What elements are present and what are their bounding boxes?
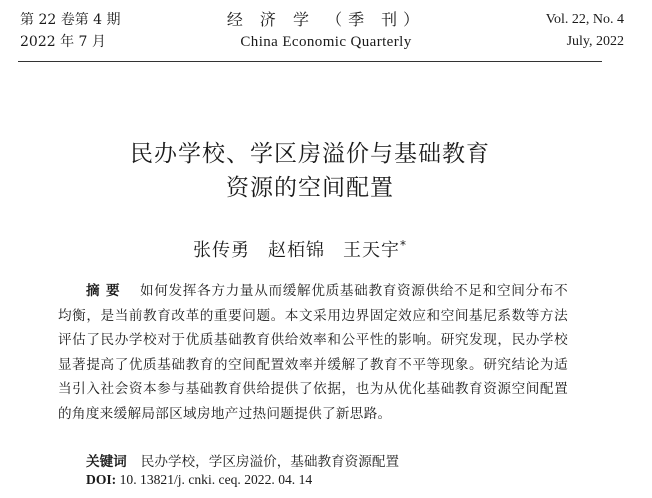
issue-number: 第 22 卷第 4 期: [20, 12, 121, 28]
abstract: [58, 279, 568, 426]
author-footnote-mark: *: [400, 238, 407, 252]
author-2: 赵栢锦: [268, 240, 325, 261]
journal-name-en: China Economic Quarterly: [240, 34, 412, 50]
running-header: [0, 0, 652, 64]
keywords-label: 关键词: [86, 454, 127, 470]
header-right: [546, 9, 624, 53]
keywords: [86, 450, 399, 470]
abstract-label: 摘要: [86, 283, 126, 299]
issue-date: 2022 年 7 月: [20, 34, 106, 50]
volume-number: Vol. 22, No. 4: [545, 12, 624, 27]
doi-line: [86, 472, 312, 488]
article-title: [0, 137, 620, 205]
title-line-1: 民办学校、学区房溢价与基础教育: [130, 141, 490, 167]
journal-name-zh: 经 济 学 （季 刊）: [226, 10, 426, 29]
doi-label: DOI:: [86, 472, 117, 487]
abstract-text: 如何发挥各方力量从而缓解优质基础教育资源供给不足和空间分布不均衡，是当前教育改革的重要问题。本文采用边界固定效应和空间基尼系数等方法评估了民办学校对于优质基础教育供给效率和公平性的影响。研究发现，民办学校显著提高了优质基础教育的空间配置效率并缓解了教育不平等现象。研究结论为适当引入社会资本参与基础教育供给提供了依据，也为从优化基础教育资源空间配置的角度来缓解局部区域房地产过热问题提供了新思路。: [58, 283, 569, 422]
keywords-text: 民办学校，学区房溢价，基础教育资源配置: [140, 454, 400, 470]
title-line-2: 资源的空间配置: [226, 175, 394, 201]
author-3: 王天宇*: [343, 238, 407, 261]
author-1: 张传勇: [193, 240, 250, 261]
doi-value: 10. 13821/j. cnki. ceq. 2022. 04. 14: [119, 472, 313, 487]
header-rule: [18, 61, 602, 62]
publication-month: July, 2022: [566, 34, 624, 49]
author-list: [0, 236, 600, 262]
